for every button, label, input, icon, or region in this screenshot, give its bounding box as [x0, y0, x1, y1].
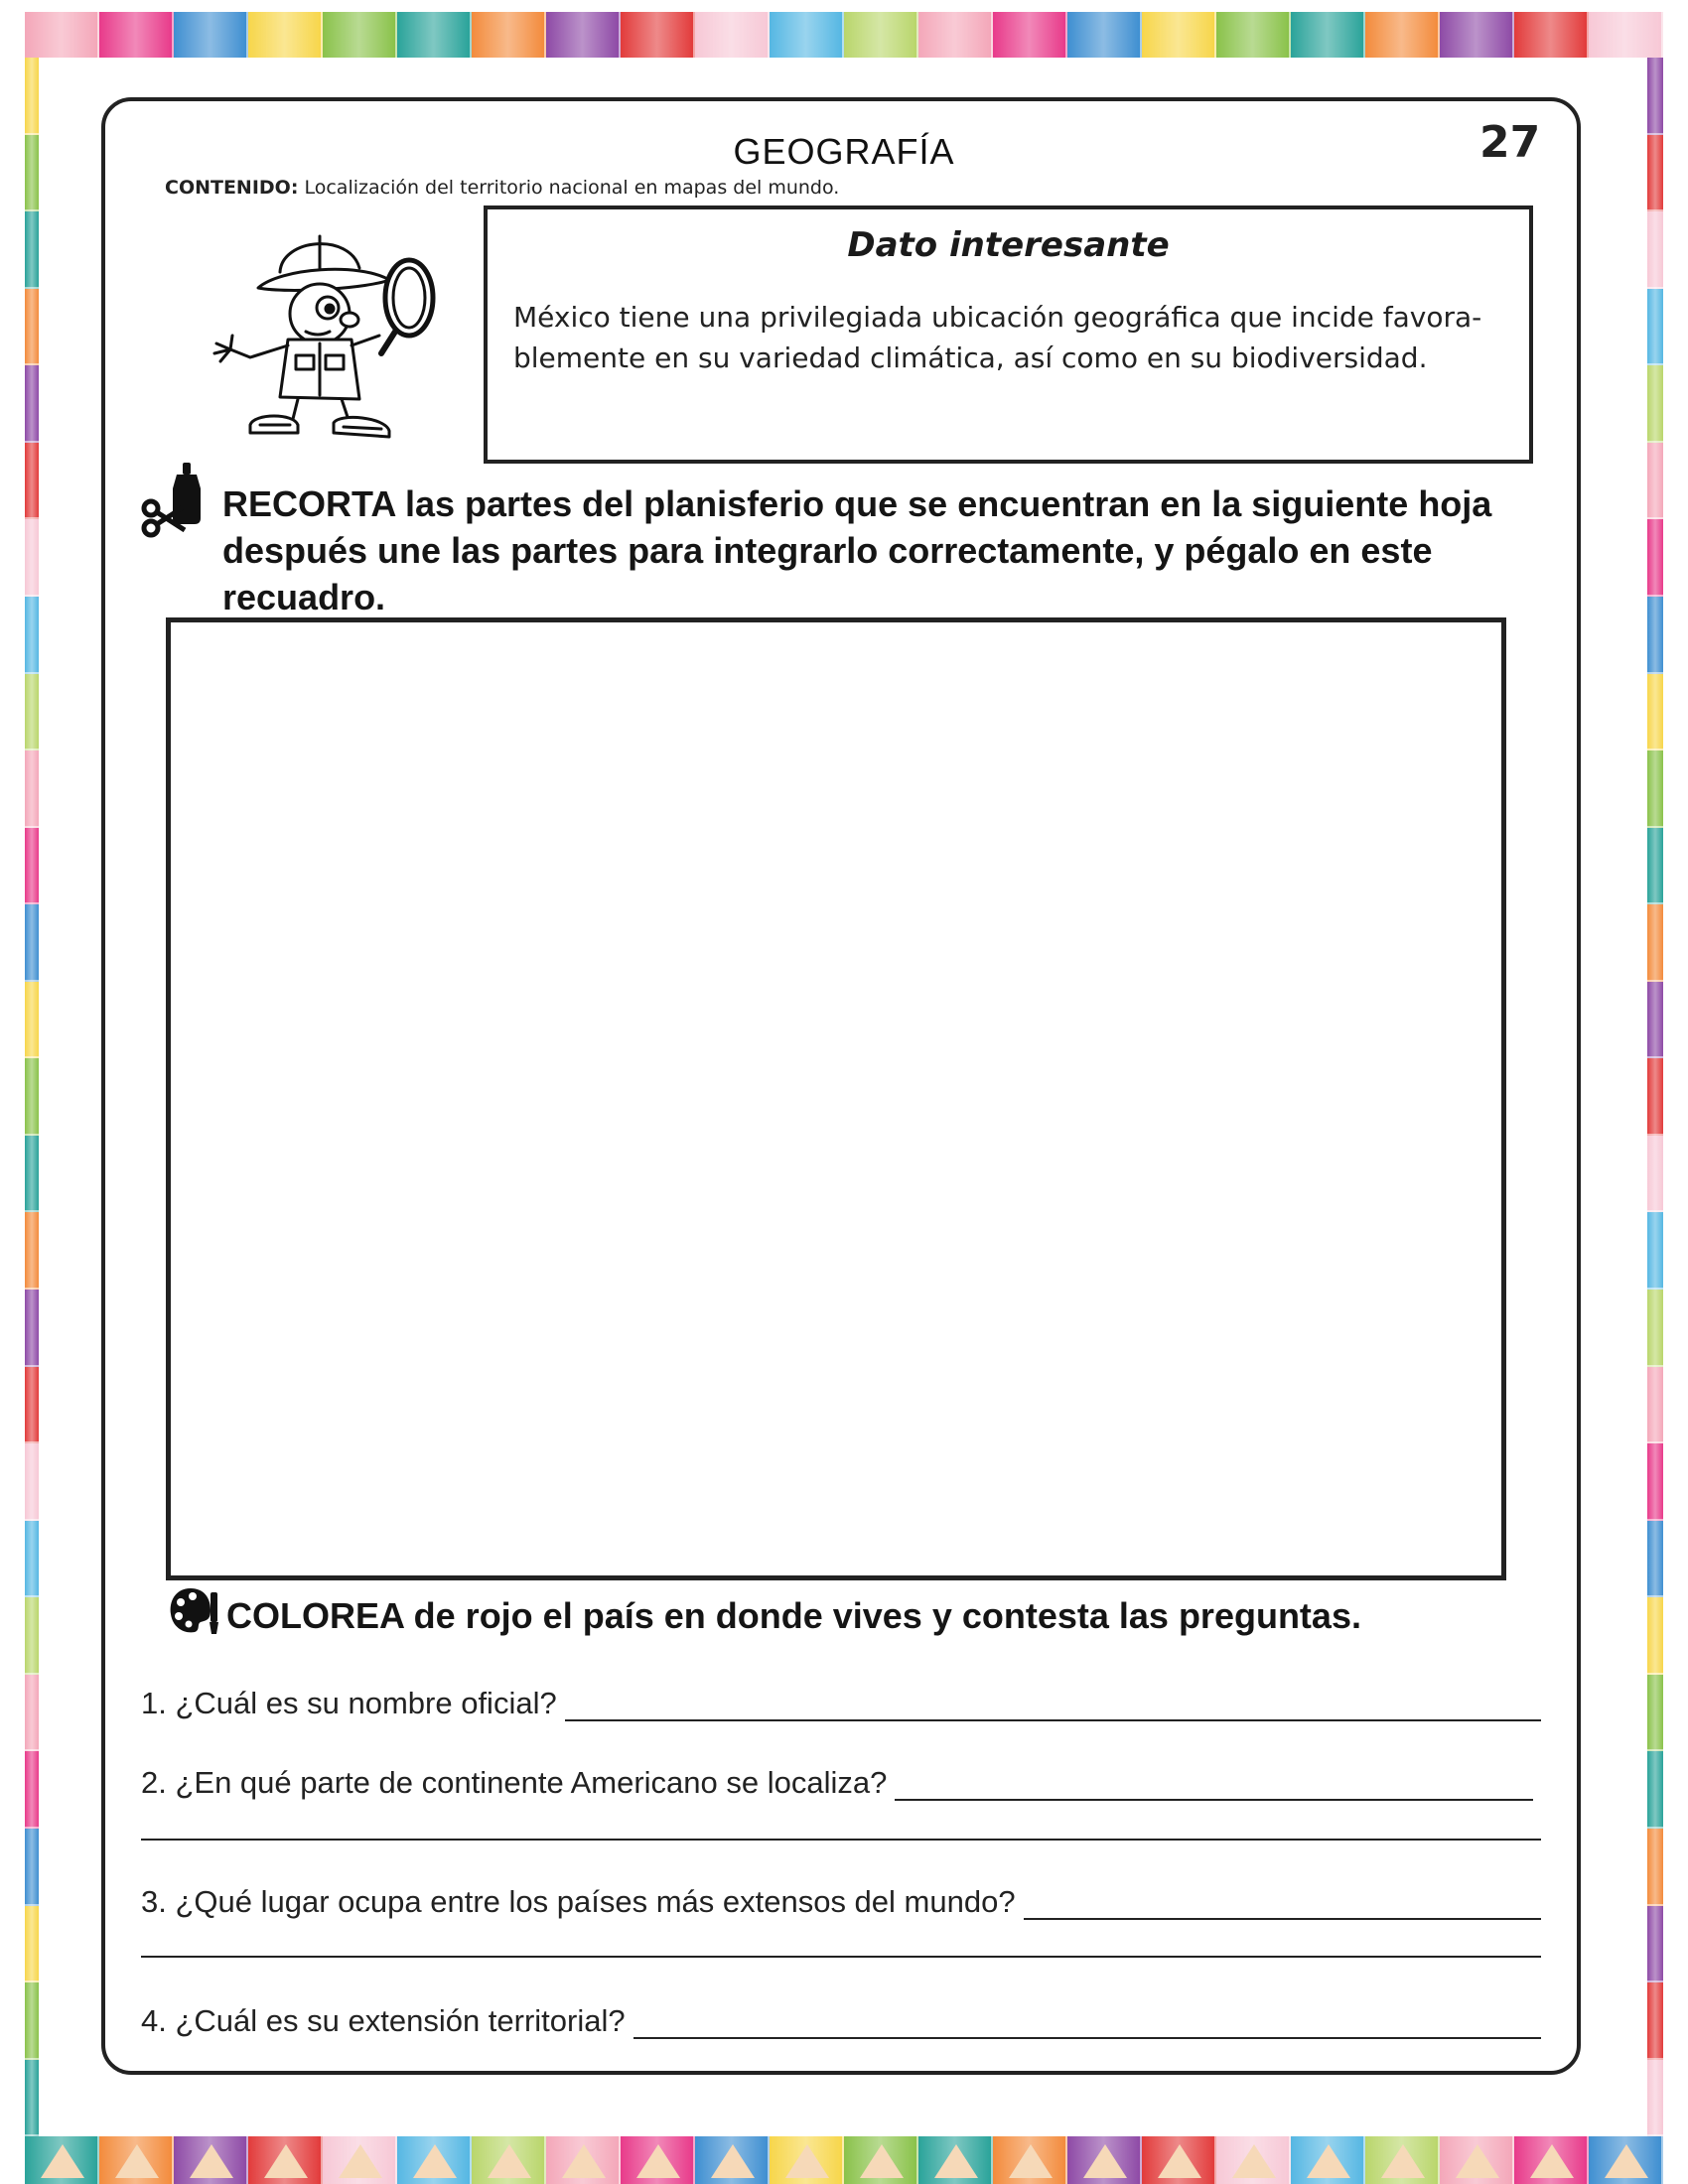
answer-line-1[interactable]	[565, 1690, 1541, 1721]
pencil-segment	[25, 365, 39, 443]
pencil-tip	[488, 2144, 531, 2178]
pencil-tip	[785, 2144, 829, 2178]
fact-line-2: blemente en su variedad climática, así como en su biodiversidad.	[513, 341, 1428, 374]
pencil-tip	[1158, 2144, 1201, 2178]
pencil-segment	[25, 904, 39, 982]
pencil-segment	[25, 982, 39, 1059]
answer-line-3[interactable]	[1024, 1888, 1541, 1920]
page-number: 27	[1479, 117, 1541, 168]
question-3-text: 3. ¿Qué lugar ocupa entre los países más extensos del mundo?	[141, 1884, 1016, 1919]
pencil-segment	[25, 289, 39, 366]
pencil-tip	[1307, 2144, 1350, 2178]
fact-text	[513, 297, 1506, 378]
pencil-segment	[1647, 1443, 1663, 1521]
pencil-segment	[25, 1597, 39, 1675]
fact-title: Dato interesante	[847, 225, 1170, 265]
pencil-segment	[695, 12, 770, 58]
pencil-segment	[1647, 1521, 1663, 1598]
pencil-segment	[1647, 1136, 1663, 1213]
pencil-segment	[25, 1212, 39, 1290]
pencil-segment	[1365, 12, 1440, 58]
page-title: GEOGRAFÍA	[733, 131, 955, 172]
pencil-segment	[25, 12, 99, 58]
pencil-segment	[1647, 443, 1663, 520]
question-1-text: 1. ¿Cuál es su nombre oficial?	[141, 1686, 557, 1720]
pencil-tip	[115, 2144, 159, 2178]
pencil-tip	[1456, 2144, 1499, 2178]
question-4	[141, 2003, 1541, 2039]
fact-box	[484, 205, 1533, 464]
pencil-tip	[1381, 2144, 1425, 2178]
pencil-segment	[621, 12, 695, 58]
pencil-segment	[397, 12, 472, 58]
pencil-segment	[25, 1058, 39, 1136]
pencil-segment	[1589, 12, 1663, 58]
pencil-segment	[25, 674, 39, 751]
pencil-segment	[1647, 597, 1663, 674]
pencil-segment	[1514, 12, 1589, 58]
pencil-segment	[1647, 1829, 1663, 1906]
pencil-segment	[1647, 211, 1663, 289]
cut-instruction: RECORTA las partes del planisferio que se encuentran en la siguiente hoja después une las partes para integrarlo correctamente, y pégalo en este recuadro.	[222, 483, 1492, 617]
pencil-segment	[25, 751, 39, 828]
pencil-segment	[1647, 1058, 1663, 1136]
pencil-tip	[1232, 2144, 1276, 2178]
pencil-segment	[1647, 365, 1663, 443]
pencil-segment	[1647, 289, 1663, 366]
question-3	[141, 1884, 1541, 1920]
fact-line-1: México tiene una privilegiada ubicación geográfica que incide favora-	[513, 301, 1482, 334]
pencil-segment	[1647, 1212, 1663, 1290]
pencil-segment	[25, 1751, 39, 1829]
question-1	[141, 1686, 1541, 1721]
pencil-segment	[1647, 1751, 1663, 1829]
answer-line-3b[interactable]	[141, 1956, 1541, 1958]
pencil-segment	[25, 1906, 39, 1983]
pencil-tip	[711, 2144, 755, 2178]
color-instruction: COLOREA de rojo el país en donde vives y contesta las preguntas.	[226, 1595, 1361, 1636]
pencil-segment	[1440, 12, 1514, 58]
pencil-segment	[1647, 2060, 1663, 2136]
pencil-segment	[25, 597, 39, 674]
pencil-border-right	[1647, 58, 1663, 2136]
pencil-segment	[25, 519, 39, 597]
pencil-border-top	[25, 12, 1663, 58]
content-label: CONTENIDO:	[165, 177, 299, 199]
pencil-segment	[1647, 751, 1663, 828]
pencil-segment	[25, 1290, 39, 1367]
pencil-tip	[413, 2144, 457, 2178]
pencil-segment	[546, 12, 621, 58]
pencil-segment	[1647, 1597, 1663, 1675]
pencil-segment	[1647, 674, 1663, 751]
paint-palette-icon	[167, 1584, 220, 1638]
pencil-tip	[1605, 2144, 1648, 2178]
pencil-segment	[25, 1367, 39, 1444]
pencil-tip	[1009, 2144, 1053, 2178]
pencil-segment	[1647, 904, 1663, 982]
pencil-segment	[25, 828, 39, 905]
pencil-tip	[41, 2144, 84, 2178]
pencil-tip	[339, 2144, 382, 2178]
pencil-segment	[25, 1829, 39, 1906]
pencil-segment	[1647, 1367, 1663, 1444]
pencil-segment	[1647, 1675, 1663, 1752]
pencil-segment	[1142, 12, 1216, 58]
pencil-segment	[1216, 12, 1291, 58]
question-2	[141, 1765, 1533, 1801]
pencil-tip	[264, 2144, 308, 2178]
pencil-tip	[934, 2144, 978, 2178]
pencil-tip	[562, 2144, 606, 2178]
pencil-segment	[25, 1443, 39, 1521]
pencil-segment	[25, 211, 39, 289]
pencil-segment	[1647, 1290, 1663, 1367]
pencil-segment	[25, 1136, 39, 1213]
question-2-text: 2. ¿En qué parte de continente Americano se localiza?	[141, 1765, 888, 1800]
pencil-segment	[25, 443, 39, 520]
scissors-glue-icon	[139, 459, 216, 538]
pencil-segment	[25, 1675, 39, 1752]
pencil-tip	[1083, 2144, 1127, 2178]
content-line	[165, 177, 839, 199]
pencil-segment	[472, 12, 546, 58]
pencil-segment	[174, 12, 248, 58]
pencil-tip	[860, 2144, 904, 2178]
pencil-segment	[993, 12, 1067, 58]
pencil-segment	[99, 12, 174, 58]
pencil-segment	[770, 12, 844, 58]
pencil-segment	[1647, 1982, 1663, 2060]
pencil-segment	[25, 1982, 39, 2060]
pencil-tip	[190, 2144, 233, 2178]
pencil-segment	[1291, 12, 1365, 58]
pencil-segment	[1647, 519, 1663, 597]
pencil-segment	[248, 12, 323, 58]
answer-line-2b[interactable]	[141, 1839, 1541, 1841]
pencil-segment	[25, 1521, 39, 1598]
explorer-with-magnifier-illustration	[211, 228, 479, 445]
pencil-segment	[1647, 828, 1663, 905]
pencil-segment	[844, 12, 918, 58]
question-4-text: 4. ¿Cuál es su extensión territorial?	[141, 2003, 626, 2038]
pencil-segment	[1647, 1906, 1663, 1983]
pencil-segment	[1647, 58, 1663, 135]
pencil-border-left	[25, 58, 39, 2136]
pencil-segment	[918, 12, 993, 58]
paste-area	[166, 617, 1506, 1580]
pencil-segment	[25, 2060, 39, 2136]
content-text: Localización del territorio nacional en mapas del mundo.	[304, 177, 840, 199]
pencil-tip	[1530, 2144, 1574, 2178]
answer-line-4[interactable]	[633, 2007, 1541, 2039]
pencil-tip	[636, 2144, 680, 2178]
pencil-segment	[25, 58, 39, 135]
pencil-segment	[1067, 12, 1142, 58]
answer-line-2[interactable]	[895, 1769, 1533, 1801]
pencil-segment	[1647, 982, 1663, 1059]
pencil-segment	[323, 12, 397, 58]
